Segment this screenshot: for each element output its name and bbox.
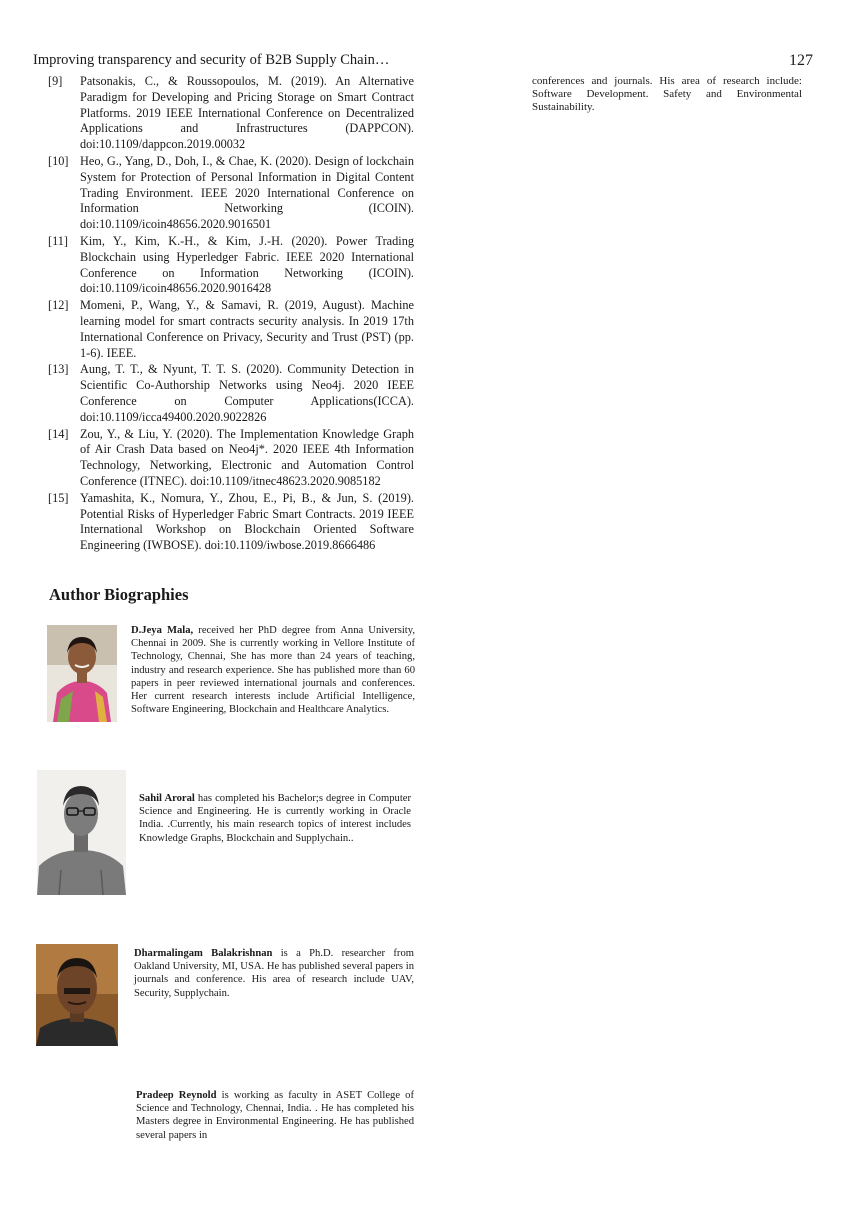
author-name: Sahil Aroral [139,793,195,804]
author-name: D.Jeya Mala, [131,625,194,636]
reference-number: [11] [48,233,69,248]
author-bio-3 [134,947,414,1000]
reference-text: Heo, G., Yang, D., Doh, I., & Chae, K. (2020). Design of lockchain System for Protection of Personal Information in Digital Content Trading Environment. IEEE 2020 International Conference on Information Networking (ICOIN). doi:10.1109/icoin48656.2020.9016501 [80,153,414,232]
author-photo-jeya-mala [47,625,117,722]
reference-text: Yamashita, K., Nomura, Y., Zhou, E., Pi, B., & Jun, S. (2019). Potential Risks of Hyperledger Fabric Smart Contracts. 2019 IEEE International Workshop on Blockchain Oriented Software Engineering (IWBOSE). doi:10.1109/iwbose.2019.8666486 [80,490,414,553]
author-name: Pradeep Reynold [136,1090,217,1101]
reference-item [48,427,414,490]
reference-number: [13] [48,362,69,377]
reference-number: [12] [48,298,69,313]
reference-item [48,491,414,554]
author-photo-dharmalingam-balakrishnan [36,944,118,1046]
reference-item [48,298,414,361]
author-name: Dharmalingam Balakrishnan [134,948,273,959]
author-bio-text: is working as faculty in ASET College of Science and Technology, Chennai, India. . He has completed his Masters degree in Environmental Engineering. He has published several papers in [136,1090,414,1141]
reference-number: [15] [48,490,69,505]
author-bio-2 [139,792,411,845]
author-bio-text: received her PhD degree from Anna University, Chennai in 2009. She is currently working in Vellore Institute of Technology, Chennai, She has more than 24 years of teaching, industry and research experience. She has published more than 60 papers in peer reviewed international journals and conferences. Her current research interests include Artificial Intelligence, Software Engineering, Blockchain and Healthcare Analytics. [131,625,415,716]
right-column-text: conferences and journals. His area of research include: Software Development. Safety and Environmental Sustainability. [532,75,802,113]
reference-item [48,362,414,425]
reference-number: [9] [48,74,63,88]
reference-item [48,154,414,233]
section-heading: Author Biographies [49,585,189,604]
reference-text: Zou, Y., & Liu, Y. (2020). The Implementation Knowledge Graph of Air Crash Data based on Neo4j*. 2020 IEEE 4th Information Technology, Networking, Electronic and Automation Control Conference (ITNEC). doi:10.1109/itnec48623.2020.9085182 [80,426,414,488]
reference-number: [10] [48,153,69,168]
reference-list [48,74,414,555]
reference-item [48,234,414,297]
running-title: Improving transparency and security of B2B Supply Chain… [33,52,390,68]
reference-text: Kim, Y., Kim, K.-H., & Kim, J.-H. (2020). Power Trading Blockchain using Hyperledger Fabric. IEEE 2020 International Conference on Information Networking (ICOIN). doi:10.1109/icoin48656.2020.9016428 [80,233,414,296]
reference-text: Aung, T. T., & Nyunt, T. T. S. (2020). Community Detection in Scientific Co-Authorship Networks using Neo4j. 2020 IEEE Conference on Computer Applications(ICCA). doi:10.1109/icca49400.2020.9022826 [80,362,414,424]
reference-text: Momeni, P., Wang, Y., & Samavi, R. (2019, August). Machine learning model for smart contracts security analysis. In 2019 17th International Conference on Privacy, Security and Trust (PST) (pp. 1-6). IEEE. [80,298,414,360]
author-bio-4 [136,1089,414,1142]
reference-number: [14] [48,426,69,441]
reference-text: Patsonakis, C., & Roussopoulos, M. (2019). An Alternative Paradigm for Developing and Pricing Storage on Smart Contract Platforms. 2019 IEEE International Conference on Decentralized Applications and Infrastructures (DAPPCON). doi:10.1109/dappcon.2019.00032 [80,74,414,152]
page-number: 127 [789,52,813,69]
author-photo-sahil-arora [37,770,126,895]
author-bio-text: has completed his Bachelor;s degree in Computer Science and Engineering. He is currently working in Oracle India. .Currently, his main research topics of interest includes Knowledge Graphs, Blockchain and Supplychain.. [139,793,411,844]
author-bio-1 [131,624,415,716]
reference-item [48,74,414,153]
author-bio-text: is a Ph.D. researcher from Oakland University, MI, USA. He has published several papers in journals and conference. His area of research include UAV, Security, Supplychain. [134,948,414,999]
